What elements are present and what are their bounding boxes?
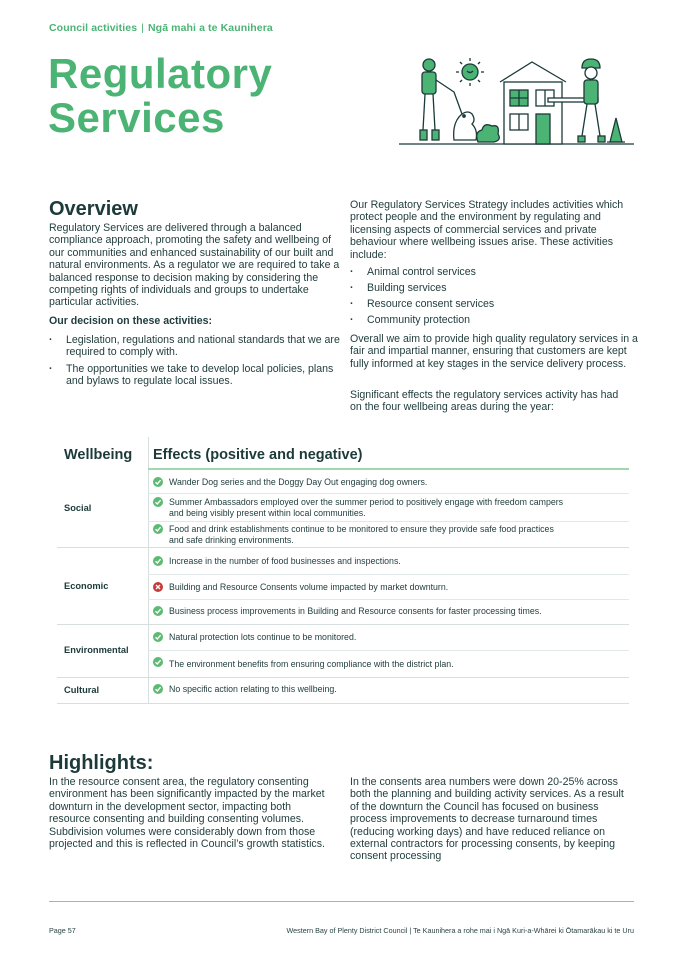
column-header-wellbeing: Wellbeing <box>64 447 133 463</box>
category-economic: Economic <box>64 581 109 591</box>
effects-intro: Significant effects the regulatory services activity has had on the four wellbeing areas during the year: <box>350 389 619 414</box>
effect-text: No specific action relating to this wellbeing. <box>169 684 337 694</box>
check-icon <box>153 606 163 616</box>
decision-heading: Our decision on these activities: <box>49 315 213 327</box>
breadcrumb-section-maori: Ngā mahi a te Kaunihera <box>148 22 273 34</box>
wellbeing-table <box>57 437 629 707</box>
effect-row <box>153 524 623 546</box>
page-number: Page 57 <box>49 926 76 935</box>
list-item: · Legislation, regulations and national standards that we are required to comply with. <box>49 334 341 359</box>
effect-row <box>153 582 623 593</box>
effect-text: The environment benefits from ensuring compliance with the district plan. <box>169 659 454 669</box>
category-environmental: Environmental <box>64 645 129 655</box>
row-divider <box>148 574 629 575</box>
effect-text: Increase in the number of food businesses and inspections. <box>169 556 401 566</box>
column-header-effects: Effects (positive and negative) <box>153 447 363 463</box>
effect-text: Natural protection lots continue to be monitored. <box>169 632 357 642</box>
effect-row <box>153 657 623 670</box>
effect-row <box>153 684 623 695</box>
check-icon <box>153 657 163 667</box>
check-icon <box>153 497 163 507</box>
effect-row <box>153 606 623 617</box>
row-divider <box>148 521 629 522</box>
list-item: · Resource consent services <box>350 298 636 310</box>
row-divider <box>148 599 629 600</box>
effect-text: Business process improvements in Building and Resource consents for faster processing times. <box>169 606 542 616</box>
page-title-line-1: Regulatory <box>48 50 273 97</box>
row-divider <box>148 493 629 494</box>
footer-divider <box>49 901 634 902</box>
category-social: Social <box>64 503 92 513</box>
row-divider <box>148 650 629 651</box>
check-icon <box>153 477 163 487</box>
header-underline <box>148 468 629 470</box>
list-item: · Community protection <box>350 314 636 326</box>
table-column-divider <box>148 437 149 703</box>
effect-row <box>153 556 623 567</box>
footer-organisation: Western Bay of Plenty District Council | Te Kaunihera a rohe mai i Ngā Kuri-a-Whārei ki Ōtamarākau ki te Uru <box>286 926 634 935</box>
check-icon <box>153 632 163 642</box>
regulatory-illustration <box>396 52 638 150</box>
breadcrumb-separator: | <box>141 22 144 34</box>
effect-text: Wander Dog series and the Doggy Day Out engaging dog owners. <box>169 477 428 487</box>
aim-text: Overall we aim to provide high quality regulatory services in a fair and impartial manner, ensuring that customers are kept fully informed at key stages in the service delivery process. <box>350 333 638 370</box>
category-cultural: Cultural <box>64 685 100 695</box>
effect-row <box>153 632 623 643</box>
group-divider <box>57 677 629 678</box>
check-icon <box>153 684 163 694</box>
breadcrumb-section: Council activities <box>49 22 138 34</box>
overview-heading: Overview <box>49 198 138 220</box>
highlights-left: In the resource consent area, the regulatory consenting environment has been significantly impacted by the market downturn in the development sector, impacting both resource consenting and building consenting volumes. Subdivision volumes were considerably down from those projected and this is reflected in Council’s growth statistics. <box>49 776 325 851</box>
effect-row <box>153 477 623 488</box>
check-icon <box>153 556 163 566</box>
highlights-heading: Highlights: <box>49 752 154 774</box>
page-title-line-2: Services <box>48 94 225 141</box>
overview-intro: Regulatory Services are delivered through a balanced compliance approach, promoting the safety and wellbeing of our communities and enhanced sustainability of our built and natural environments. As a regulator we are required to take a balanced response to decision making by considering the competing rights of individuals and groups to undertake particular activities. <box>49 222 340 309</box>
activities-list <box>350 266 636 326</box>
cross-icon <box>153 582 163 592</box>
strategy-text: Our Regulatory Services Strategy includes activities which protect people and the environment by regulating and licensing aspects of commercial services and private behaviour where wellbeing issues arise. These activities include: <box>350 199 624 261</box>
effect-row <box>153 497 623 519</box>
check-icon <box>153 524 163 534</box>
highlights-right: In the consents area numbers were down 20-25% across both the planning and building activity services. As a result of the downturn the Council has focused on business process improvements to decrease turnaround times (reducing working days) and have reduced reliance on external contractors for processing consents, by keeping consent processing <box>350 776 624 863</box>
group-divider <box>57 547 629 548</box>
page-title <box>48 52 272 140</box>
list-item: · The opportunities we take to develop local policies, plans and bylaws to regulate local issues. <box>49 363 341 388</box>
effect-text: Summer Ambassadors employed over the summer period to positively engage with freedom campers and being visibly present within local communities. <box>169 497 564 519</box>
group-divider <box>57 703 629 704</box>
decision-list <box>49 334 341 388</box>
group-divider <box>57 624 629 625</box>
effect-text: Food and drink establishments continue to be monitored to ensure they provide safe food practices and safe drinking environments. <box>169 524 554 546</box>
effect-text: Building and Resource Consents volume impacted by market downturn. <box>169 582 449 592</box>
list-item: · Animal control services <box>350 266 636 278</box>
list-item: · Building services <box>350 282 636 294</box>
breadcrumb <box>49 22 273 34</box>
